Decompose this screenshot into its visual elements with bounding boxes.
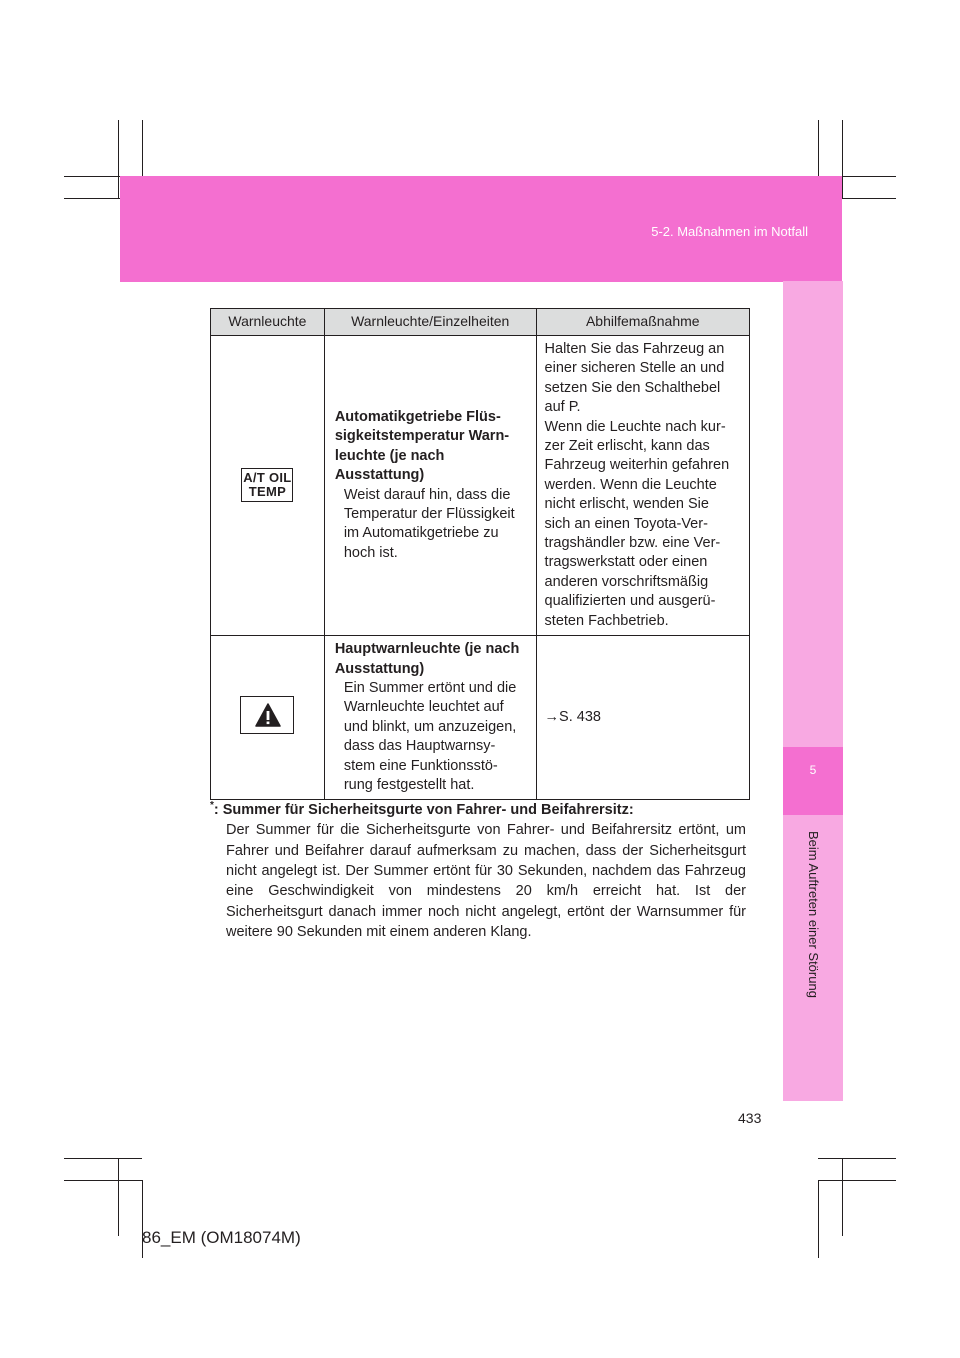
chapter-number: 5	[783, 747, 843, 815]
icon-cell	[211, 336, 325, 636]
icon-label: TEMP	[248, 484, 287, 500]
footnote-body: Der Summer für die Sicherheitsgurte von Fahrer- und Beifahrersitz ertönt, um Fahrer und Beifahrer darauf aufmerksam zu machen, dass der Sicherheitsgurt nicht angelegt ist. Der Summer ertönt für 30 Sekunden, nachdem das Fahrzeug eine Geschwindigkeit von mindestens 20 km/h erreicht hat. Ist der Sicherheitsgurt danach immer noch nicht angelegt, ertönt der Warnsummer für weitere 90 Sekunden mit einem anderen Klang.	[226, 822, 746, 941]
seatbelt-footnote	[210, 796, 746, 943]
crop-mark	[64, 1158, 142, 1159]
footnote-title	[210, 796, 746, 820]
footnote-title-text: : Summer für Sicherheitsgurte von Fahrer- und Beifahrersitz:	[213, 801, 634, 818]
page-number: 433	[738, 1110, 762, 1126]
remedy-cell	[536, 336, 749, 636]
column-header: Abhilfemaßnahme	[536, 309, 749, 336]
icon-label: A/T OIL	[243, 470, 292, 486]
master-warning-icon	[240, 696, 294, 734]
section-label: 5-2. Maßnahmen im Notfall	[651, 224, 808, 239]
column-header: Warnleuchte/Einzelheiten	[324, 309, 536, 336]
warning-light-table	[210, 308, 750, 800]
warning-details: Ein Summer ertönt und die Warnleuchte leuchtet auf und blinkt, um anzuzeigen, dass das Hauptwarnsy- stem eine Funktionsstö- rung festgestellt hat.	[343, 679, 517, 793]
warning-title: Hauptwarnleuchte (je nach Ausstattung)	[334, 641, 520, 677]
crop-mark	[842, 120, 843, 198]
at-oil-temp-icon	[241, 468, 293, 502]
column-header: Warnleuchte	[211, 309, 325, 336]
document-code: 86_EM (OM18074M)	[142, 1228, 301, 1247]
crop-mark	[842, 1158, 843, 1236]
warning-title: Automatikgetriebe Flüs- sigkeitstemperatur Warn- leuchte (je nach Ausstattung)	[334, 408, 510, 484]
icon-cell	[211, 636, 325, 800]
footnote-marker: *	[210, 800, 214, 811]
crop-mark	[64, 1180, 142, 1181]
details-cell	[324, 336, 536, 636]
remedy-cell	[536, 636, 749, 800]
table-row	[211, 636, 750, 800]
crop-mark	[818, 1158, 896, 1159]
crop-mark	[818, 1180, 819, 1258]
warning-details: Weist darauf hin, dass die Temperatur der Flüssigkeit im Automatikgetriebe zu hoch ist.	[343, 486, 515, 561]
page-reference-link[interactable]: →S. 438	[544, 709, 601, 726]
crop-mark	[118, 120, 119, 198]
table-row	[211, 336, 750, 636]
details-cell	[324, 636, 536, 800]
crop-mark	[118, 1158, 119, 1236]
table-header-row	[211, 309, 750, 336]
remedy-text: Halten Sie das Fahrzeug an einer sicheren Stelle an und setzen Sie den Schalthebel auf P. Wenn die Leuchte nach kur- zer Zeit erlischt, kann das Fahrzeug weiterhin gefahren werden. Wenn die Leuchte nicht erlischt, wenden Sie sich an einen Toyota-Ver- tragshändler bzw. eine Ver- tragswerkstatt oder einen anderen vorschriftsmäßig qualifizierten und ausgerü- steten Fachbetrieb.	[544, 341, 730, 629]
header-band	[120, 176, 842, 282]
crop-mark	[818, 1180, 896, 1181]
chapter-title: Beim Auftreten einer Störung	[806, 831, 821, 998]
chapter-side-tab	[783, 281, 843, 1101]
